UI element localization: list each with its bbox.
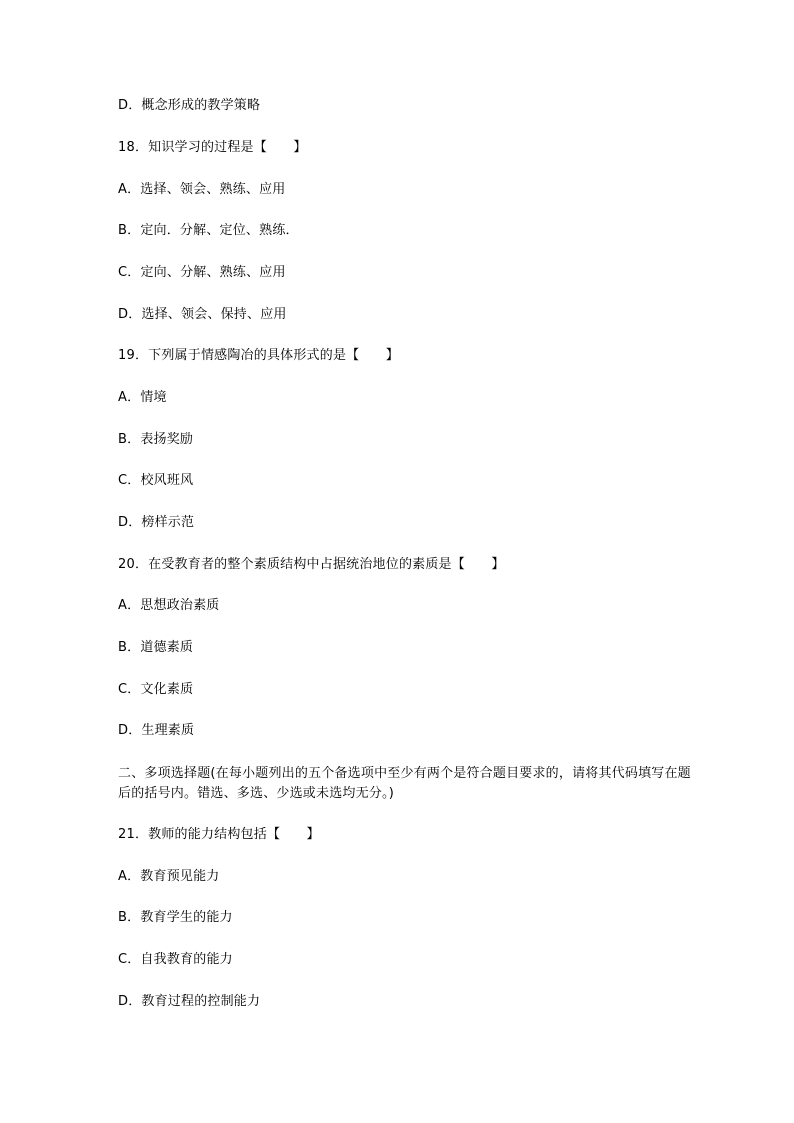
q18-option-b: B．定向．分解、定位、熟练． xyxy=(118,223,299,238)
q18-stem: 18．知识学习的过程是【 】 xyxy=(118,140,307,155)
q20-stem: 20．在受教育者的整个素质结构中占据统治地位的素质是【 】 xyxy=(118,557,505,572)
q19-option-d: D．榜样示范 xyxy=(118,515,195,530)
q18-option-d: D．选择、领会、保持、应用 xyxy=(118,307,287,322)
q21-option-d: D．教育过程的控制能力 xyxy=(118,994,261,1009)
q20-option-b: B．道德素质 xyxy=(118,640,194,655)
q19-option-a: A．情境 xyxy=(118,390,167,405)
q21-option-a: A．教育预见能力 xyxy=(118,869,220,884)
q20-option-a: A．思想政治素质 xyxy=(118,598,220,613)
q20-option-c: C．文化素质 xyxy=(118,682,194,697)
q18-option-c: C．定向、分解、熟练、应用 xyxy=(118,265,286,280)
q21-option-c: C．自我教育的能力 xyxy=(118,952,233,967)
q20-option-d: D．生理素质 xyxy=(118,723,195,738)
q17-option-d: D．概念形成的教学策略 xyxy=(118,98,261,113)
q19-option-b: B．表扬奖励 xyxy=(118,432,194,447)
q19-stem: 19．下列属于情感陶冶的具体形式的是【 】 xyxy=(118,348,399,363)
section-2-heading: 二、多项选择题(在每小题列出的五个备选项中至少有两个是符合题目要求的，请将其代码填写在题后的括号内。错选、多选、少选或未选均无分。) xyxy=(118,766,691,801)
q21-option-b: B．教育学生的能力 xyxy=(118,910,233,925)
q19-option-c: C．校风班风 xyxy=(118,473,194,488)
q18-option-a: A．选择、领会、熟练、应用 xyxy=(118,182,286,197)
q21-stem: 21．教师的能力结构包括【 】 xyxy=(118,827,320,842)
